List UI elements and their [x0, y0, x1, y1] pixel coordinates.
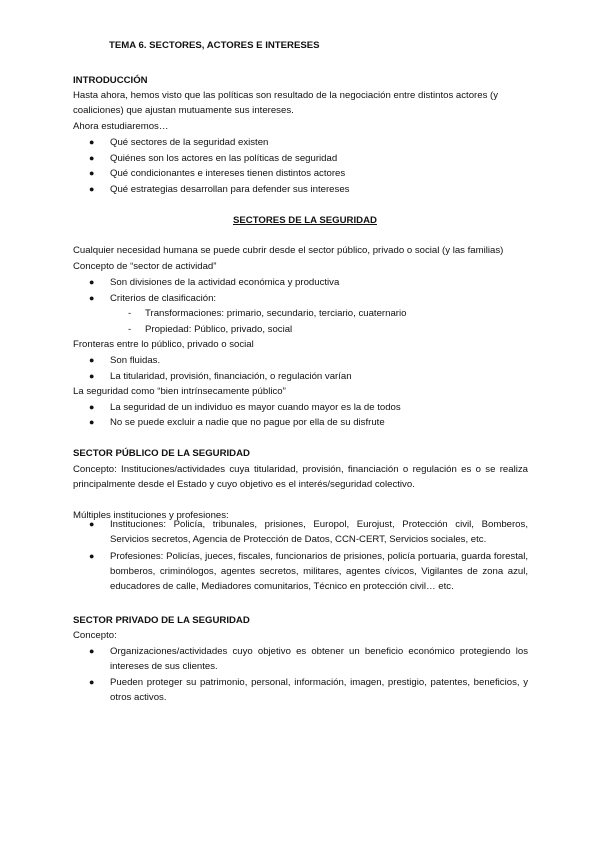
bullet-icon: ●	[89, 168, 95, 178]
bullet-icon: ●	[89, 293, 95, 303]
privado-heading: SECTOR PRIVADO DE LA SEGURIDAD	[73, 615, 250, 626]
intro-paragraph-2: Ahora estudiaremos…	[73, 121, 169, 132]
list-item: Son divisiones de la actividad económica y productiva	[110, 277, 340, 288]
publico-concept: Concepto: Instituciones/actividades cuya titularidad, provisión, financiación o regulación es o se realiza principalmente desde el Estado y cuyo objetivo es el interés/seguridad colectivo.	[73, 464, 528, 490]
list-item: Criterios de clasificación:	[110, 293, 217, 304]
bullet-icon: ●	[89, 519, 95, 529]
intro-paragraph-line-2: coaliciones) que ajustan mutuamente sus intereses.	[73, 105, 294, 116]
sectores-paragraph-3: Fronteras entre lo público, privado o social	[73, 339, 254, 350]
bullet-icon: ●	[89, 417, 95, 427]
list-item: La seguridad de un individuo es mayor cuando mayor es la de todos	[110, 402, 401, 413]
list-item: Profesiones: Policías, jueces, fiscales, funcionarios de prisiones, policía portuaria, guarda forestal, bomberos, criminólogos, agentes secretos, militares, agentes cívicos, Vigilantes de zona azul, educadores de calle, Mediadores comunitarios, Técnico en protección civil… etc.	[110, 551, 528, 592]
bullet-icon: ●	[89, 355, 95, 365]
sectores-paragraph-1: Cualquier necesidad humana se puede cubrir desde el sector público, privado o social (y las familias)	[73, 245, 504, 256]
list-item: Son fluidas.	[110, 355, 161, 366]
bullet-icon: ●	[89, 137, 95, 147]
list-item: Quiénes son los actores en las políticas de seguridad	[110, 153, 338, 164]
intro-heading: INTRODUCCIÓN	[73, 75, 148, 86]
sectores-heading: SECTORES DE LA SEGURIDAD	[233, 215, 377, 226]
publico-multi: Múltiples instituciones y profesiones:	[73, 510, 229, 521]
list-item: Organizaciones/actividades cuyo objetivo es obtener un beneficio económico protegiendo los intereses de sus clientes.	[110, 646, 528, 672]
list-item: Qué sectores de la seguridad existen	[110, 137, 269, 148]
privado-concept: Concepto:	[73, 630, 117, 641]
list-item: Qué estrategias desarrollan para defender sus intereses	[110, 184, 350, 195]
sectores-paragraph-2: Concepto de “sector de actividad”	[73, 261, 217, 272]
dash-icon: -	[128, 324, 132, 335]
sub-list-item: Propiedad: Público, privado, social	[145, 324, 293, 335]
bullet-icon: ●	[89, 371, 95, 381]
list-item: Instituciones: Policía, tribunales, prisiones, Europol, Eurojust, Protección civil, Bomberos, Servicios secretos, Agencia de Protección de Datos, CCN-CERT, Servicios sociales, etc.	[110, 519, 528, 545]
bullet-icon: ●	[89, 153, 95, 163]
bullet-icon: ●	[89, 402, 95, 412]
intro-paragraph-line-1: Hasta ahora, hemos visto que las políticas son resultado de la negociación entre distintos actores (y	[73, 90, 499, 101]
bullet-icon: ●	[89, 184, 95, 194]
bullet-icon: ●	[89, 551, 95, 561]
document-title: TEMA 6. SECTORES, ACTORES E INTERESES	[109, 40, 320, 51]
dash-icon: -	[128, 308, 132, 319]
list-item: Pueden proteger su patrimonio, personal, información, imagen, prestigio, patentes, beneficios, y otros activos.	[110, 677, 528, 703]
publico-heading: SECTOR PÚBLICO DE LA SEGURIDAD	[73, 448, 250, 459]
bullet-icon: ●	[89, 277, 95, 287]
sectores-paragraph-4: La seguridad como “bien intrínsecamente público”	[73, 386, 286, 397]
sub-list-item: Transformaciones: primario, secundario, terciario, cuaternario	[145, 308, 407, 319]
bullet-icon: ●	[89, 677, 95, 687]
list-item: Qué condicionantes e intereses tienen distintos actores	[110, 168, 346, 179]
list-item: No se puede excluir a nadie que no pague por ella de su disfrute	[110, 417, 385, 428]
list-item: La titularidad, provisión, financiación, o regulación varían	[110, 371, 352, 382]
bullet-icon: ●	[89, 646, 95, 656]
